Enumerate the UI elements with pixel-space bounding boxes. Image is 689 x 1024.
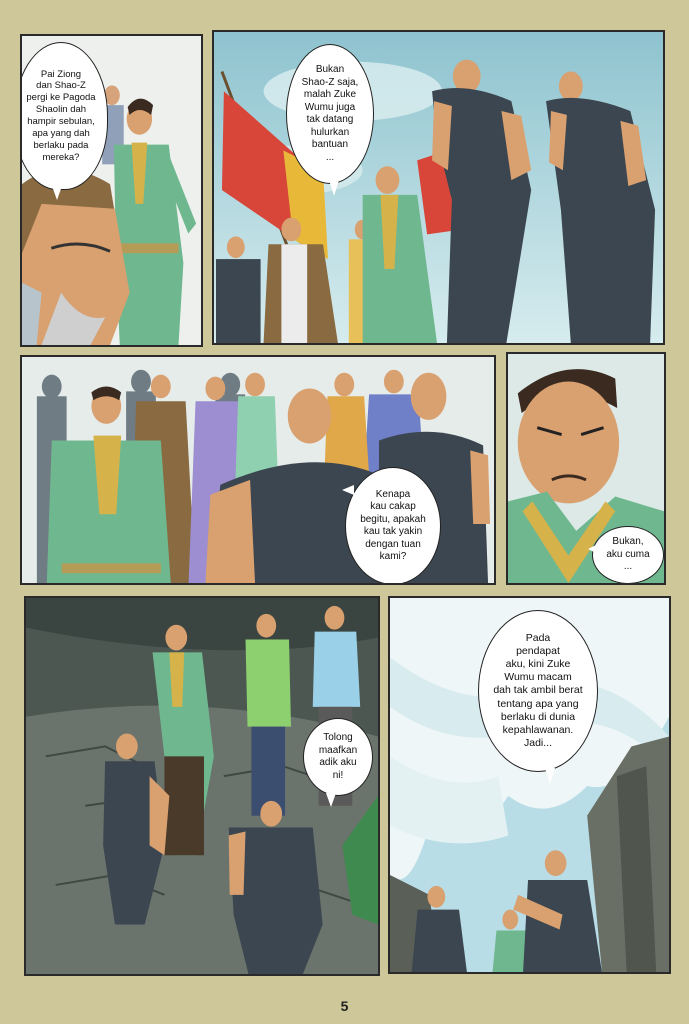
panel-4 xyxy=(506,352,666,585)
speech-bubble-6: Pada pendapat aku, kini Zuke Wumu macam dah tak ambil berat tentang apa yang berlaku di dunia kepahlawanan. Jadi... xyxy=(478,610,598,772)
speech-bubble-1-tail xyxy=(52,186,62,200)
speech-bubble-1: Pai Ziong dan Shao-Z pergi ke Pagoda Shaolin dah hampir sebulan, apa yang dah berlaku pada mereka? xyxy=(20,42,108,190)
speech-bubble-3-tail xyxy=(342,485,354,495)
speech-bubble-2: Bukan Shao-Z saja, malah Zuke Wumu juga tak datang hulurkan bantuan ... xyxy=(286,44,374,184)
panel-3 xyxy=(20,355,496,585)
speech-bubble-6-tail xyxy=(545,768,555,784)
speech-bubble-2-tail xyxy=(329,180,339,196)
panel-1 xyxy=(20,34,203,347)
speech-bubble-3: Kenapa kau cakap begitu, apakah kau tak yakin dengan tuan kami? xyxy=(345,467,441,585)
speech-bubble-5: Tolong maafkan adik aku ni! xyxy=(303,718,373,796)
panel-6 xyxy=(388,596,671,974)
speech-bubble-5-tail xyxy=(326,793,336,807)
panel-5 xyxy=(24,596,380,976)
speech-bubble-4: Bukan, aku cuma ... xyxy=(592,526,664,584)
panel-2-art xyxy=(214,32,663,343)
panel-2 xyxy=(212,30,665,345)
speech-bubble-4-tail xyxy=(588,544,598,554)
page-number: 5 xyxy=(340,998,349,1014)
